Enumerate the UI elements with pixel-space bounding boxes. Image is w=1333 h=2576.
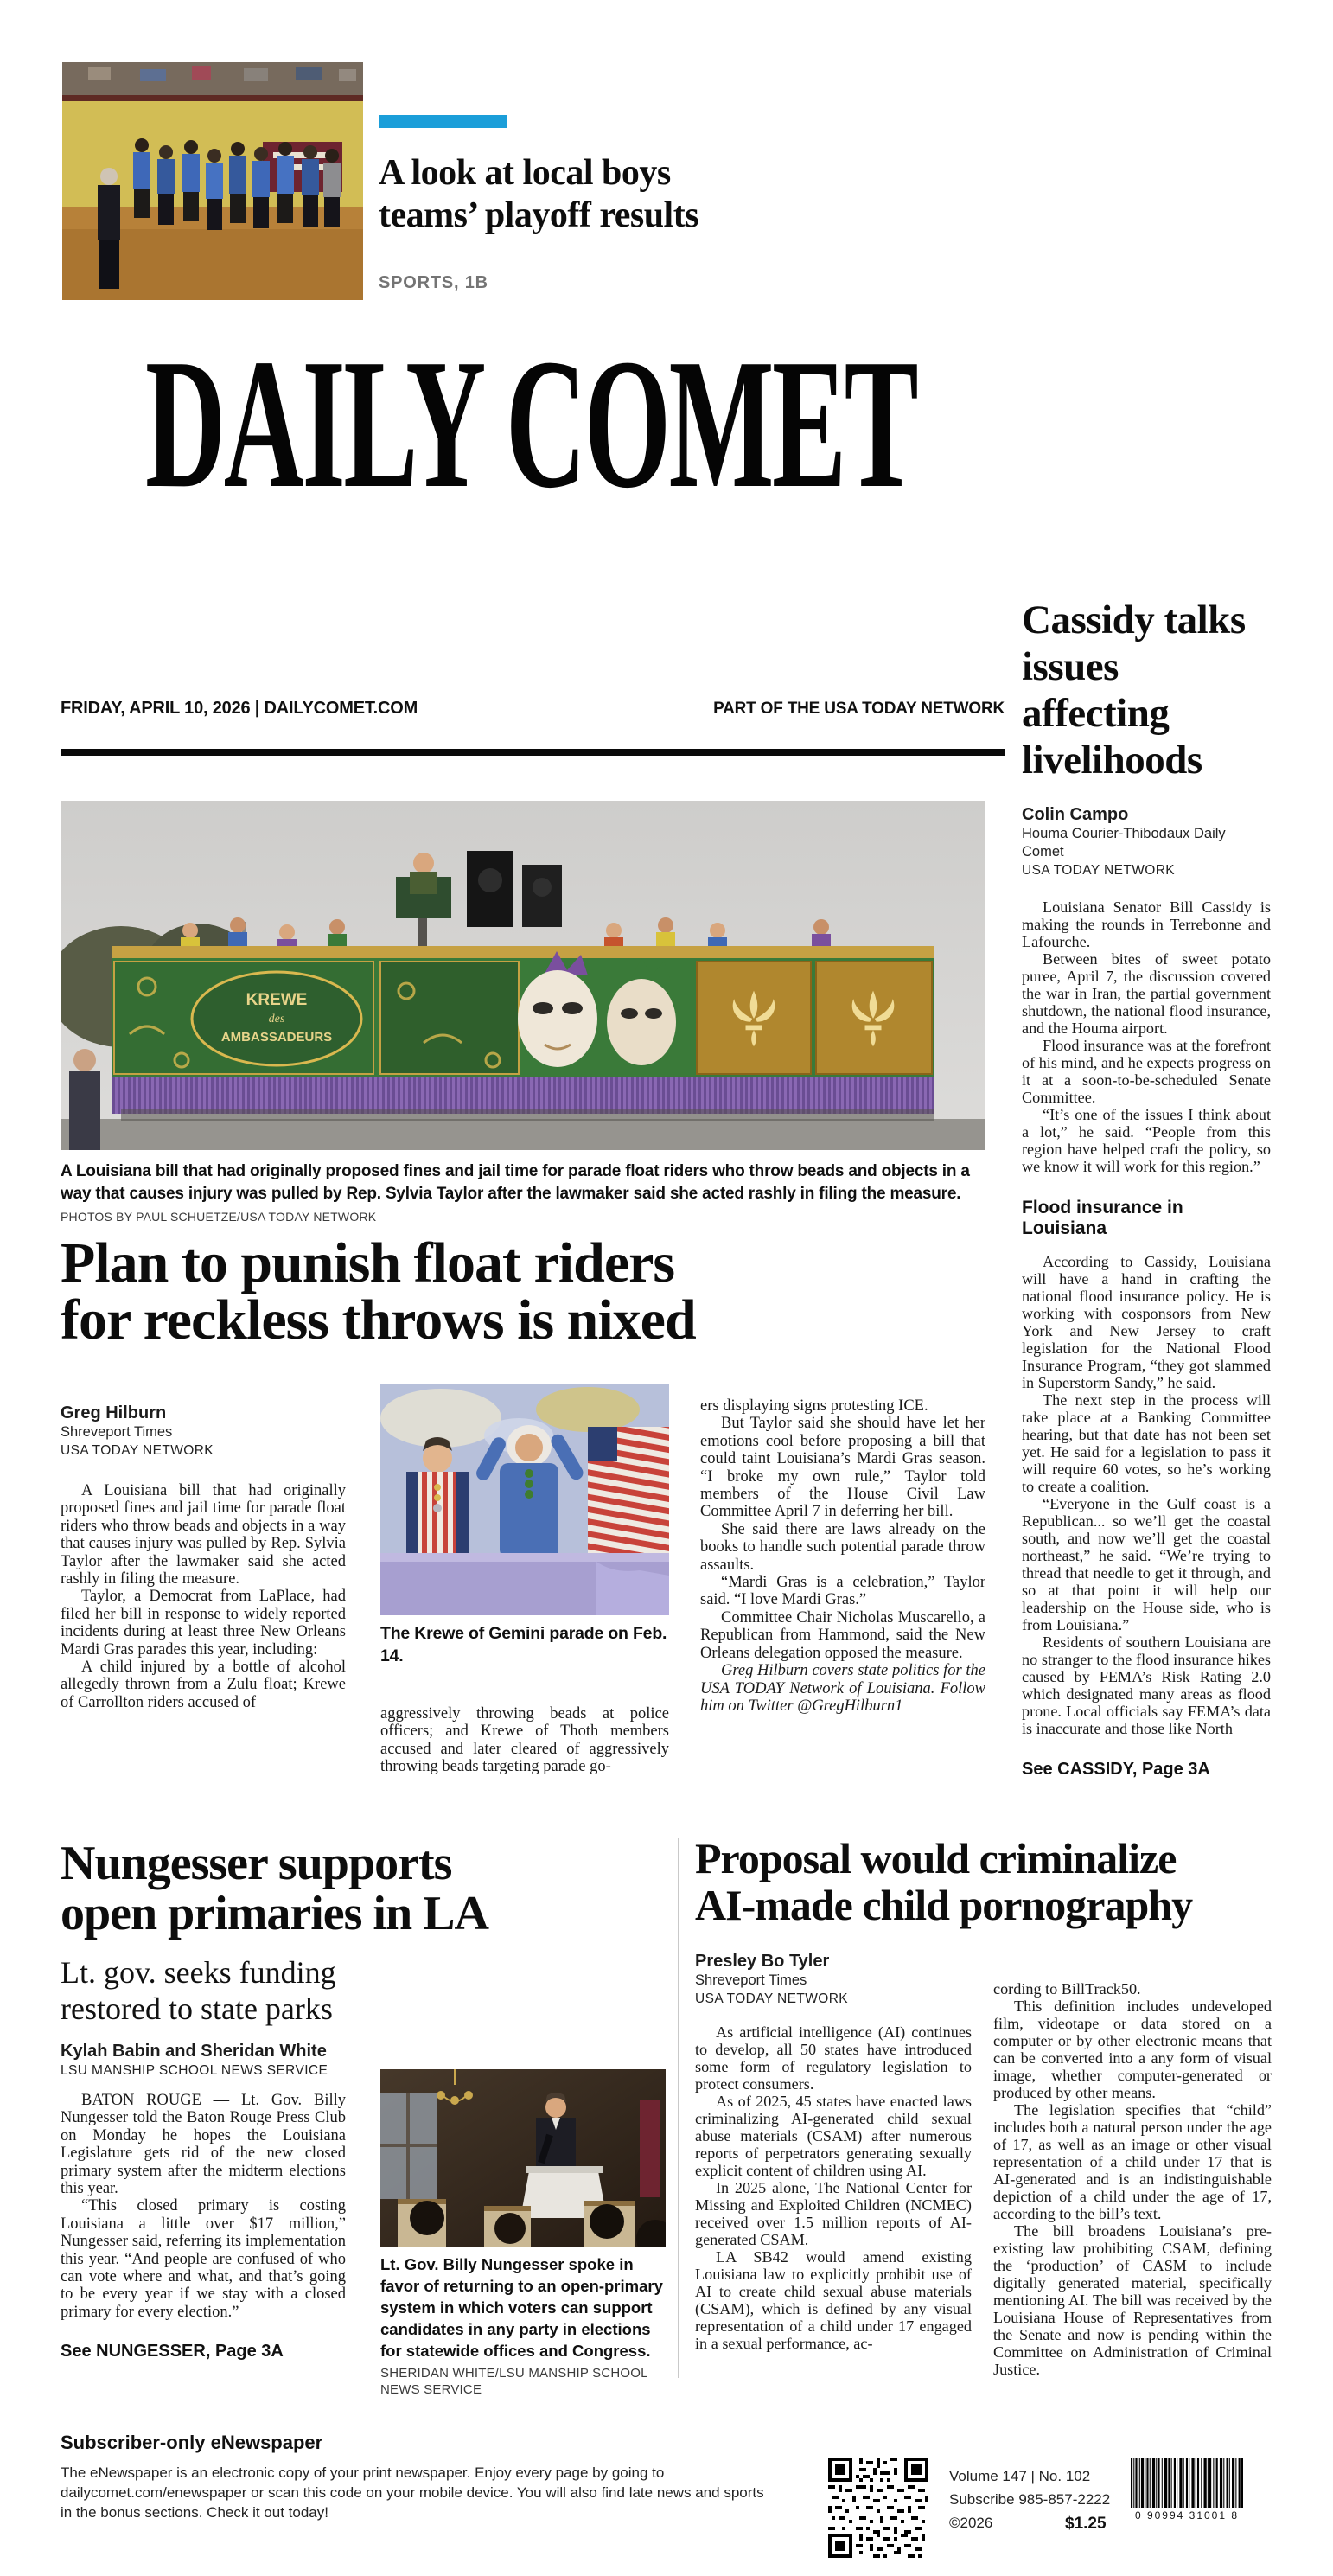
qr-code-graphic (828, 2458, 928, 2558)
nungesser-photo-block (380, 2069, 666, 2398)
body-paragraph: Louisiana Senator Bill Cassidy is making the rounds in Terrebonne and Lafourche. (1022, 898, 1271, 950)
ai-byline-block (695, 1951, 972, 2008)
cassidy-byline-network: USA TODAY NETWORK (1022, 863, 1176, 878)
nungesser-byline-org: LSU MANSHIP SCHOOL NEWS SERVICE (61, 2063, 328, 2078)
body-paragraph: A Louisiana bill that had originally proposed fines and jail time for parade float riders who throw beads and objects in a way that causes injury was pulled by Rep. Sylvia Taylor after the lawmaker said she acted rashly in filing the measure. (61, 1482, 346, 1588)
nungesser-jump: See NUNGESSER, Page 3A (61, 2342, 284, 2362)
body-paragraph: cording to BillTrack50. (993, 1980, 1141, 1998)
masthead-title: DAILY COMET (145, 320, 917, 527)
body-paragraph: BATON ROUGE — Lt. Gov. Billy Nungesser told the Baton Rouge Press Club on Monday he hopes the Louisiana Legislature gets rid of the new closed primary system after the midterm elections this year. (61, 2092, 346, 2198)
inset-photo (380, 1384, 669, 1615)
nungesser-byline: Kylah Babin and Sheridan White (61, 2042, 327, 2061)
body-paragraph: “Everyone in the Gulf coast is a Republican... so we’ll get the coastal south, and now we’ll get the coastal northeast,” he said. “We’re trying to thread that needle to get it through, and so at that point it will help our leadership on the House side, who is from Louisiana.” (1022, 1495, 1271, 1633)
body-paragraph: Taylor, a Democrat from LaPlace, had filed her bill in response to widely reported incidents during at least three New Orleans Mardi Gras parades this year, including: (61, 1588, 346, 1659)
lead-photo (61, 801, 985, 1150)
krewe-of-gemini-photo (380, 1384, 669, 1615)
qr-code (828, 2458, 928, 2558)
cassidy-subhead: Flood insurance in Louisiana (1022, 1198, 1183, 1238)
nungesser-deck (61, 1954, 666, 2027)
body-paragraph: Committee Chair Nicholas Muscarello, a Republican from Hammond, said the New Orleans delegation opposed the measure. (700, 1608, 985, 1662)
body-paragraph: aggressively throwing beads at police officers; and Krewe of Thoth members accused and later cleared of aggressively throwing beads targeting parade go- (380, 1705, 669, 1776)
cassidy-byline: Colin Campo (1022, 805, 1129, 824)
nungesser-headline-line2: open primaries in LA (61, 1887, 488, 1940)
body-paragraph: The bill broadens Louisiana’s pre-existing law prohibiting CSAM, defining the ‘production’ of CASM to include digitally generated material, specifically mentioning AI. The bill was received by the Louisiana House of Representatives from the Senate and now is pending within the Committee on Administration of Criminal Justice. (993, 2222, 1272, 2378)
body-paragraph: The next step in the process will take place at a Banking Committee hearing, but that date has not been set yet. He said for a legislation to pass it will require 60 votes, so he’s working to create a coalition. (1022, 1391, 1271, 1495)
main-byline: Greg Hilburn (61, 1403, 167, 1422)
barcode (1131, 2458, 1243, 2522)
cassidy-jump: See CASSIDY, Page 3A (1022, 1760, 1210, 1779)
cassidy-byline-org: Houma Courier-Thibodaux Daily Comet (1022, 826, 1226, 860)
ai-byline: Presley Bo Tyler (695, 1952, 830, 1971)
ai-story (695, 1834, 1272, 2378)
barcode-graphic (1131, 2458, 1243, 2508)
main-headline-line2: for reckless throws is nixed (61, 1288, 696, 1352)
body-paragraph-tagline: Greg Hilburn covers state politics for the USA TODAY Network of Louisiana. Follow him on Twitter @GregHilburn1 (700, 1662, 985, 1715)
masthead-rule (61, 749, 1005, 756)
body-paragraph: She said there are laws already on the books to handle such potential parade throw assaults. (700, 1520, 985, 1574)
main-byline-block (61, 1390, 346, 1460)
cassidy-text-b (1022, 1253, 1271, 1737)
cassidy-byline-block (1022, 804, 1271, 879)
coach-figure (98, 168, 120, 291)
body-paragraph: The legislation specifies that “child” includes both a natural person under the age of 17, as well as an image or other visual representation of a child under 17 that is AI-generated and is an indistinguishable depiction of a child under the age of 17, according to the bill’s text. (993, 2101, 1272, 2222)
float-sign (192, 972, 361, 1065)
nungesser-story (61, 1837, 666, 2397)
main-story-col-1 (61, 1390, 346, 1711)
body-paragraph: But Taylor said she should have let her emotions cool before proposing a bill that could taint Louisiana’s Mardi Gras season. “I broke my own rule,” Taylor told members of the House Civil Law Committee April 7 in deferring her bill. (700, 1415, 985, 1521)
divider-bottom-stories (678, 1838, 679, 2378)
main-byline-org: Shreveport Times (61, 1424, 173, 1440)
dateline-date: FRIDAY, APRIL 10, 2026 | DAILYCOMET.COM (61, 699, 418, 718)
ai-headline-line2: AI-made child pornography (695, 1881, 1193, 1929)
barcode-digits: 0 90994 31001 8 (1134, 2509, 1240, 2522)
nungesser-deck-line1: Lt. gov. seeks funding (61, 1955, 336, 1990)
teaser-headline-line2: teams’ playoff results (379, 195, 699, 235)
nungesser-headline-line1: Nungesser supports (61, 1837, 452, 1890)
ai-col1-text (695, 2023, 972, 2352)
teaser-headline (379, 152, 863, 237)
main-col2-text (380, 1705, 669, 1776)
body-paragraph: Between bites of sweet potato puree, April 7, the discussion covered the war in Iran, the partial government shutdown, the national flood insurance, and the Houma airport. (1022, 950, 1271, 1037)
body-paragraph: A child injured by a bottle of alcohol allegedly thrown from a Zulu float; Krewe of Carrollton riders accused of (61, 1659, 346, 1711)
body-paragraph: In 2025 alone, The National Center for Missing and Exploited Children (NCMEC) received over 1.5 million reports of AI-generated CSAM. (695, 2179, 972, 2248)
body-paragraph: As of 2025, 45 states have enacted laws criminalizing AI-generated child sexual abuse materials (CSAM) after numerous reports of perpetrators generating sexually explicit content of children using AI. (695, 2093, 972, 2179)
float-sign-line2: des (268, 1013, 285, 1026)
body-paragraph: Residents of southern Louisiana are no stranger to the flood insurance hikes caused by FEMA’s Risk Rating 2.0 which designated many areas as flood prone. Local officials say FEMA’s data is inaccurate and those like North (1022, 1633, 1271, 1737)
teaser-kicker: SPORTS, 1B (379, 273, 488, 292)
body-paragraph: LA SB42 would amend existing Louisiana law to explicitly prohibit use of AI to create child sexual abuse materials (CSAM), which is defined by any visual representation of a child under 17 engaged in a sexual performance, ac- (695, 2248, 972, 2352)
basketball-team-photo (62, 62, 363, 300)
enews-title: Subscriber-only eNewspaper (61, 2432, 323, 2453)
lead-photo-caption: A Louisiana bill that had originally proposed fines and jail time for parade float riders who throw beads and objects in a way that causes injury was pulled by Rep. Sylvia Taylor after the lawmaker said she acted rashly in filing the measure. (61, 1162, 970, 1203)
body-paragraph: ers displaying signs protesting ICE. (700, 1397, 928, 1415)
mardi-gras-float-photo (61, 801, 985, 1150)
ai-headline (695, 1835, 1271, 1928)
nungesser-deck-line2: restored to state parks (61, 1991, 333, 2026)
ai-headline-line1: Proposal would criminalize (695, 1834, 1177, 1882)
teaser-headline-line1: A look at local boys (379, 153, 671, 193)
ai-col-1 (695, 1951, 972, 2352)
body-paragraph: “Mardi Gras is a celebration,” Taylor said. “I love Mardi Gras.” (700, 1574, 985, 1609)
body-paragraph: This definition includes undeveloped film, videotape or data stored on a computer or by other electronic means that can be converted into a any form of visual image, whether computer-generated or produced by other means. (993, 1998, 1272, 2101)
copyright-line: ©2026 (949, 2515, 993, 2531)
main-byline-network: USA TODAY NETWORK (61, 1443, 214, 1458)
body-paragraph: As artificial intelligence (AI) continues to develop, all 50 states have introduced some form of regulatory legislation to protect consumers. (695, 2023, 972, 2093)
inset-caption: The Krewe of Gemini parade on Feb. 14. (380, 1624, 667, 1665)
teaser-accent-bar (379, 115, 507, 128)
float-sign-line1: KREWE (246, 991, 308, 1009)
volume-line: Volume 147 | No. 102 (949, 2468, 1091, 2484)
cassidy-text-a (1022, 898, 1271, 1175)
lead-photo-credit: PHOTOS BY PAUL SCHUETZE/USA TODAY NETWORK (61, 1210, 377, 1224)
ai-byline-network: USA TODAY NETWORK (695, 1991, 849, 2006)
enews-text: The eNewspaper is an electronic copy of your print newspaper. Enjoy every page by going to dailycomet.com/enewspaper or scan this code on your mobile device. You will also find late news and sports in the bonus sections. Check it out today! (61, 2464, 764, 2521)
float-sign-line3: AMBASSADEURS (220, 1030, 333, 1045)
ai-byline-org: Shreveport Times (695, 1972, 807, 1988)
main-headline-line1: Plan to punish float riders (61, 1231, 675, 1294)
cassidy-headline: Cassidy talks issues affecting livelihoods (1022, 598, 1246, 783)
teaser-photo (62, 62, 363, 300)
nungesser-photo-caption: Lt. Gov. Billy Nungesser spoke in favor of returning to an open-primary system in which voters can support candidates in any party in elections for statewide offices and Congress. (380, 2255, 663, 2360)
main-story-col-3 (700, 1397, 985, 1715)
price: $1.25 (1065, 2515, 1107, 2533)
body-paragraph: Flood insurance was at the forefront of his mind, and he expects progress on it at a soon-to-be-scheduled Senate Committee. (1022, 1037, 1271, 1106)
main-story-col-2 (380, 1384, 669, 1776)
body-paragraph: According to Cassidy, Louisiana will have a hand in crafting the national flood insurance policy. He is working with cosponsors from New York and New Jersey to craft legislation for the National Flood Insurance Program, “they got slammed in Superstorm Sandy,” he said. (1022, 1253, 1271, 1391)
nungesser-podium-photo (380, 2069, 666, 2247)
nungesser-text (61, 2092, 346, 2321)
nungesser-photo-credit: SHERIDAN WHITE/LSU MANSHIP SCHOOL NEWS SERVICE (380, 2366, 648, 2397)
main-col1-text (61, 1482, 346, 1711)
cassidy-story (1022, 597, 1271, 1780)
dateline (61, 699, 1005, 719)
dateline-network: PART OF THE USA TODAY NETWORK (713, 700, 1005, 718)
main-headline (61, 1231, 994, 1352)
body-paragraph: “This closed primary is costing Louisiana a little over $17 million,” Nungesser said, referring its implementation this year. “And people are confused of who can vote where and what, and that’s going to be every year if we stay with a closed primary for every election.” (61, 2197, 346, 2321)
subscribe-line: Subscribe 985-857-2222 (949, 2491, 1111, 2508)
ai-col-2 (993, 1980, 1272, 2378)
body-paragraph: “It’s one of the issues I think about a lot,” he said. “People from this region have helped craft the policy, so we know it will work for this region.” (1022, 1106, 1271, 1175)
nungesser-headline (61, 1838, 666, 1939)
